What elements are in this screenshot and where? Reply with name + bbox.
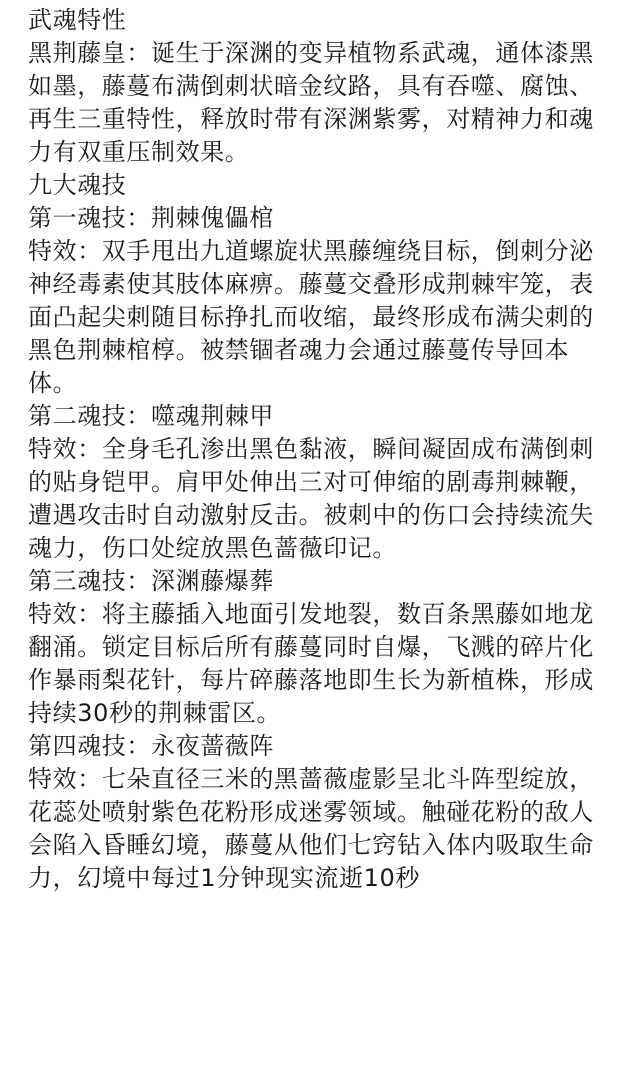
skill-name: 第二魂技：噬魂荆棘甲: [28, 402, 274, 430]
skill-effect: 特效：全身毛孔渗出黑色黏液，瞬间凝固成布满倒刺的贴身铠甲。肩甲处伸出三对可伸缩的剧毒荆棘鞭，遭遇攻击时自动激射反击。被刺中的伤口会持续流失魂力，伤口处绽放黑色蔷薇印记。: [28, 435, 594, 562]
skill-effect: 特效：将主藤插入地面引发地裂，数百条黑藤如地龙翻涌。锁定目标后所有藤蔓同时自爆，飞溅的碎片化作暴雨梨花针，每片碎藤落地即生长为新植株，形成持续30秒的荆棘雷区。: [28, 600, 594, 727]
section-title: 武魂特性: [28, 6, 127, 34]
skill-3: [28, 565, 612, 730]
skill-name: 第三魂技：深渊藤爆葬: [28, 567, 274, 595]
skill-effect: 特效：七朵直径三米的黑蔷薇虚影呈北斗阵型绽放，花蕊处喷射紫色花粉形成迷雾领域。触碰花粉的敌人会陷入昏睡幻境，藤蔓从他们七窍钻入体内吸取生命力，幻境中每过1分钟现实流逝10秒: [28, 765, 594, 892]
skill-name: 第一魂技：荆棘傀儡棺: [28, 204, 274, 232]
skill-name: 第四魂技：永夜蔷薇阵: [28, 732, 274, 760]
skill-2: [28, 400, 612, 565]
skills-title: 九大魂技: [28, 171, 127, 199]
skill-1: [28, 202, 612, 400]
martial-soul-description: 黑荆藤皇：诞生于深渊的变异植物系武魂，通体漆黑如墨，藤蔓布满倒刺状暗金纹路，具有吞噬、腐蚀、再生三重特性，释放时带有深渊紫雾，对精神力和魂力有双重压制效果。: [28, 39, 594, 166]
skill-effect: 特效：双手甩出九道螺旋状黑藤缠绕目标，倒刺分泌神经毒素使其肢体麻痹。藤蔓交叠形成荆棘牢笼，表面凸起尖刺随目标挣扎而收缩，最终形成布满尖刺的黑色荆棘棺椁。被禁锢者魂力会通过藤蔓传导回本体。: [28, 237, 594, 397]
skill-4: [28, 730, 612, 895]
